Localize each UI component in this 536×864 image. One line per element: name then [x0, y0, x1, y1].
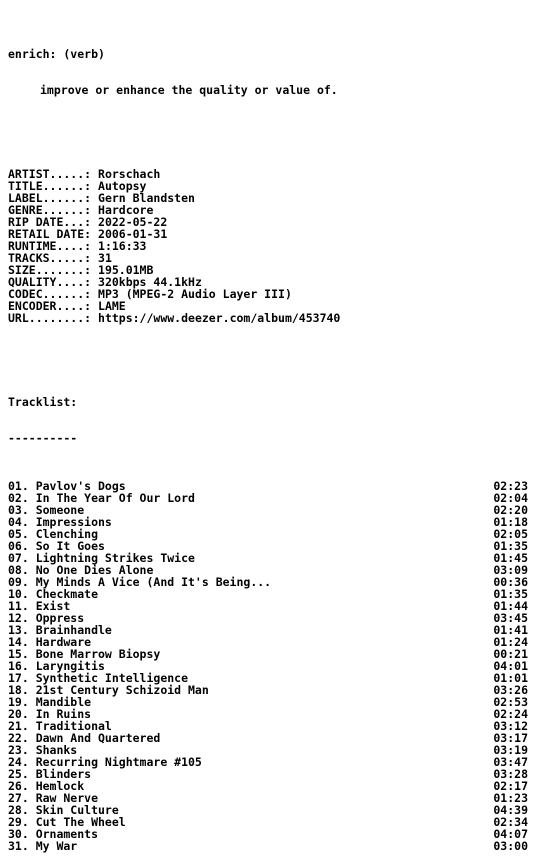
track-title: 26. Hemlock — [8, 779, 85, 793]
track-row — [8, 720, 528, 732]
track-row — [8, 708, 528, 720]
track-duration: 01:01 — [493, 671, 528, 685]
track-duration: 03:09 — [493, 563, 528, 577]
track-duration: 04:39 — [493, 803, 528, 817]
info-key: URL........: — [8, 311, 99, 325]
track-duration: 04:01 — [493, 659, 528, 673]
track-duration: 02:53 — [493, 695, 528, 709]
track-row — [8, 816, 528, 828]
info-value: 320kbps 44.1kHz — [98, 275, 202, 289]
track-row — [8, 636, 528, 648]
info-value: 2006-01-31 — [98, 227, 168, 241]
track-duration: 02:23 — [493, 479, 528, 493]
track-title: 17. Synthetic Intelligence — [8, 671, 189, 685]
info-value: LAME — [98, 299, 126, 313]
track-duration: 04:07 — [493, 827, 528, 841]
release-info — [8, 168, 528, 324]
track-duration: 01:35 — [493, 539, 528, 553]
track-duration: 01:45 — [493, 551, 528, 565]
nfo-document — [8, 24, 528, 864]
info-value: 31 — [98, 251, 112, 265]
track-duration: 02:20 — [493, 503, 528, 517]
track-title: 24. Recurring Nightmare #105 — [8, 755, 202, 769]
info-value: 2022-05-22 — [98, 215, 168, 229]
info-value: https://www.deezer.com/album/453740 — [98, 311, 341, 325]
track-duration: 03:12 — [493, 719, 528, 733]
info-value: Rorschach — [98, 167, 161, 181]
track-title: 14. Hardware — [8, 635, 92, 649]
definition-word: enrich: (verb) — [8, 47, 105, 61]
info-value: MP3 (MPEG-2 Audio Layer III) — [98, 287, 292, 301]
info-key: QUALITY....: — [8, 275, 99, 289]
track-row — [8, 780, 528, 792]
track-title: 01. Pavlov's Dogs — [8, 479, 126, 493]
tracklist-rule: ---------- — [8, 431, 78, 445]
track-row — [8, 648, 528, 660]
track-duration: 02:24 — [493, 707, 528, 721]
info-value: Gern Blandsten — [98, 191, 195, 205]
info-key: SIZE.......: — [8, 263, 99, 277]
track-duration: 03:00 — [493, 839, 528, 853]
track-duration: 03:17 — [493, 731, 528, 745]
track-duration: 01:41 — [493, 623, 528, 637]
spacer — [8, 360, 528, 372]
track-row — [8, 840, 528, 852]
definition-meaning: improve or enhance the quality or value of. — [40, 83, 338, 97]
track-title: 09. My Minds A Vice (And It's Being... — [8, 575, 272, 589]
track-row — [8, 672, 528, 684]
track-title: 21. Traditional — [8, 719, 112, 733]
info-value: 195.01MB — [98, 263, 154, 277]
track-title: 20. In Ruins — [8, 707, 92, 721]
info-value: Hardcore — [98, 203, 154, 217]
tracklist-heading: Tracklist: — [8, 395, 78, 409]
track-duration: 01:24 — [493, 635, 528, 649]
tracklist — [8, 480, 528, 852]
track-row — [8, 660, 528, 672]
track-duration: 01:44 — [493, 599, 528, 613]
track-duration: 01:18 — [493, 515, 528, 529]
track-title: 08. No One Dies Alone — [8, 563, 154, 577]
track-duration: 01:35 — [493, 587, 528, 601]
track-duration: 03:28 — [493, 767, 528, 781]
info-key: RUNTIME....: — [8, 239, 99, 253]
track-title: 19. Mandible — [8, 695, 92, 709]
track-title: 27. Raw Nerve — [8, 791, 99, 805]
info-key: RIP DATE...: — [8, 215, 99, 229]
info-key: GENRE......: — [8, 203, 99, 217]
track-row — [8, 756, 528, 768]
track-title: 10. Checkmate — [8, 587, 99, 601]
track-duration: 03:26 — [493, 683, 528, 697]
track-title: 07. Lightning Strikes Twice — [8, 551, 195, 565]
track-title: 02. In The Year Of Our Lord — [8, 491, 195, 505]
track-title: 31. My War — [8, 839, 78, 853]
track-row — [8, 492, 528, 504]
track-duration: 02:04 — [493, 491, 528, 505]
track-row — [8, 696, 528, 708]
info-key: LABEL......: — [8, 191, 99, 205]
track-row — [8, 744, 528, 756]
info-row — [8, 312, 528, 324]
spacer — [8, 120, 528, 132]
info-key: ARTIST.....: — [8, 167, 99, 181]
info-value: Autopsy — [98, 179, 147, 193]
track-title: 28. Skin Culture — [8, 803, 119, 817]
track-row — [8, 828, 528, 840]
track-duration: 02:34 — [493, 815, 528, 829]
track-duration: 00:21 — [493, 647, 528, 661]
track-title: 16. Laryngitis — [8, 659, 105, 673]
track-row — [8, 600, 528, 612]
info-key: TRACKS.....: — [8, 251, 99, 265]
track-title: 11. Exist — [8, 599, 71, 613]
track-duration: 01:23 — [493, 791, 528, 805]
info-value: 1:16:33 — [98, 239, 147, 253]
track-row — [8, 804, 528, 816]
track-title: 15. Bone Marrow Biopsy — [8, 647, 161, 661]
track-row — [8, 684, 528, 696]
track-row — [8, 588, 528, 600]
info-key: RETAIL DATE: — [8, 227, 99, 241]
track-duration: 03:19 — [493, 743, 528, 757]
info-key: CODEC......: — [8, 287, 99, 301]
track-duration: 00:36 — [493, 575, 528, 589]
track-title: 03. Someone — [8, 503, 85, 517]
info-key: ENCODER....: — [8, 299, 99, 313]
track-title: 04. Impressions — [8, 515, 112, 529]
track-title: 12. Oppress — [8, 611, 85, 625]
track-title: 30. Ornaments — [8, 827, 99, 841]
track-title: 23. Shanks — [8, 743, 78, 757]
track-row — [8, 732, 528, 744]
track-duration: 02:05 — [493, 527, 528, 541]
track-title: 05. Clenching — [8, 527, 99, 541]
info-key: TITLE......: — [8, 179, 99, 193]
track-title: 29. Cut The Wheel — [8, 815, 126, 829]
track-title: 06. So It Goes — [8, 539, 105, 553]
track-row — [8, 792, 528, 804]
track-title: 13. Brainhandle — [8, 623, 112, 637]
track-title: 22. Dawn And Quartered — [8, 731, 161, 745]
track-row — [8, 768, 528, 780]
track-duration: 02:17 — [493, 779, 528, 793]
track-duration: 03:47 — [493, 755, 528, 769]
track-title: 25. Blinders — [8, 767, 92, 781]
track-duration: 03:45 — [493, 611, 528, 625]
track-title: 18. 21st Century Schizoid Man — [8, 683, 209, 697]
